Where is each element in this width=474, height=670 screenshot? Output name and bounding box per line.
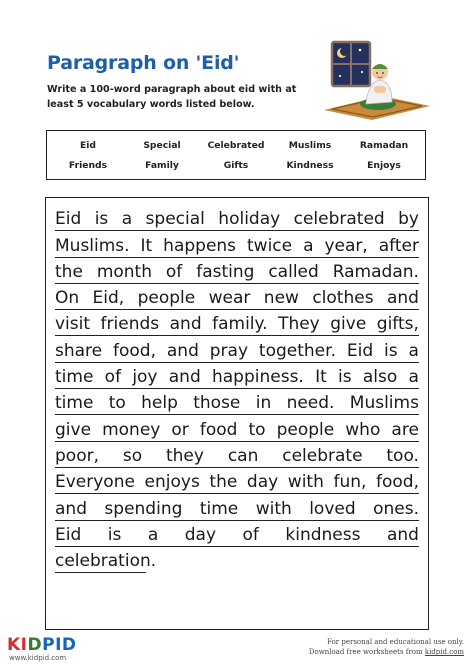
- paragraph-word: can: [227, 445, 259, 466]
- paragraph-word: are: [391, 419, 419, 440]
- praying-boy-illustration: [318, 40, 436, 120]
- paragraph-word: a: [147, 524, 159, 545]
- paragraph-word: pray: [209, 340, 249, 361]
- paragraph-word: of: [165, 261, 183, 282]
- paragraph-word: and: [386, 524, 419, 545]
- paragraph-word: people: [137, 288, 196, 309]
- paragraph-word: new: [263, 288, 299, 309]
- paragraph-word: and: [386, 288, 419, 309]
- paragraph-word: Eid: [55, 209, 82, 230]
- paragraph-word: celebrate: [282, 445, 363, 466]
- paragraph-word: Muslims: [349, 393, 419, 414]
- paragraph-word: Eid: [346, 340, 374, 361]
- paragraph-word: a: [303, 235, 314, 256]
- paragraph-word: special: [145, 209, 205, 230]
- paragraph-word: wear: [208, 288, 251, 309]
- logo-part: PID: [42, 635, 77, 655]
- logo-wordmark: [7, 636, 77, 654]
- paragraph-word: also: [362, 367, 398, 388]
- paragraph-word: and: [166, 340, 199, 361]
- paragraph-word: time: [199, 498, 239, 519]
- vocabulary-word: Ramadan: [359, 139, 409, 151]
- paragraph-word: time: [55, 393, 94, 414]
- paragraph-word: enjoys: [144, 472, 200, 493]
- paragraph-line: [55, 521, 419, 547]
- paragraph-word: day: [184, 524, 217, 545]
- paragraph-word: and: [168, 367, 201, 388]
- paragraph-word: family.: [212, 314, 268, 335]
- vocabulary-box: [46, 130, 426, 180]
- paragraph-word: with: [255, 498, 292, 519]
- vocabulary-word: Enjoys: [367, 159, 401, 171]
- paragraph-word: loved: [309, 498, 356, 519]
- paragraph-word: Ramadan.: [332, 261, 419, 282]
- paragraph-word: is: [338, 367, 352, 388]
- paragraph-line: [55, 258, 419, 284]
- paragraph-word: in: [255, 393, 272, 414]
- page-title: Paragraph on 'Eid': [47, 52, 240, 74]
- paragraph-word: celebrated: [293, 209, 385, 230]
- vocabulary-word: Kindness: [286, 159, 334, 171]
- paragraph-word: by: [398, 209, 419, 230]
- paragraph-word: time: [55, 367, 94, 388]
- logo-part: D: [27, 635, 43, 655]
- vocabulary-word: Celebrated: [207, 139, 265, 151]
- paragraph-line: [55, 494, 419, 520]
- vocabulary-word: Family: [145, 159, 179, 171]
- paragraph-word: and: [169, 314, 202, 335]
- paragraph-word: It: [140, 235, 153, 256]
- footer-note-prefix: Download free worksheets from: [308, 648, 425, 656]
- paragraph-line: [55, 442, 419, 468]
- paragraph-line: [55, 284, 419, 310]
- paragraph-text: [55, 205, 419, 573]
- paragraph-word: Eid: [55, 524, 82, 545]
- paragraph-box: [45, 197, 429, 630]
- paragraph-word: food,: [113, 340, 156, 361]
- paragraph-word: gifts,: [376, 314, 419, 335]
- paragraph-word: so: [122, 445, 143, 466]
- paragraph-word: those: [193, 393, 241, 414]
- paragraph-word: who: [345, 419, 381, 440]
- paragraph-word: is: [94, 209, 109, 230]
- paragraph-word: poor,: [55, 445, 99, 466]
- paragraph-word: a: [121, 209, 133, 230]
- vocabulary-word: Muslims: [288, 139, 332, 151]
- paragraph-word: to: [248, 419, 266, 440]
- paragraph-word: need.: [286, 393, 335, 414]
- paragraph-word: month: [96, 261, 152, 282]
- paragraph-word: spending: [104, 498, 183, 519]
- paragraph-line: [55, 547, 157, 573]
- paragraph-line: [55, 389, 419, 415]
- paragraph-word: happiness.: [211, 367, 304, 388]
- paragraph-word: a: [408, 340, 419, 361]
- vocabulary-word: Gifts: [223, 159, 249, 171]
- paragraph-word: It: [315, 367, 327, 388]
- vocabulary-word: Eid: [79, 139, 96, 151]
- paragraph-word: celebration.: [55, 551, 157, 572]
- paragraph-word: money: [102, 419, 161, 440]
- paragraph-word: they: [165, 445, 204, 466]
- paragraph-word: kindness: [285, 524, 361, 545]
- paragraph-line: [55, 336, 419, 362]
- vocabulary-word: Special: [143, 139, 181, 151]
- paragraph-word: happens: [163, 235, 237, 256]
- paragraph-line: [55, 363, 419, 389]
- paragraph-word: the: [209, 472, 238, 493]
- paragraph-word: called: [268, 261, 319, 282]
- paragraph-word: is: [107, 524, 122, 545]
- paragraph-word: after: [378, 235, 419, 256]
- paragraph-word: the: [55, 261, 83, 282]
- paragraph-word: give: [55, 419, 92, 440]
- paragraph-word: food: [199, 419, 238, 440]
- paragraph-word: with: [287, 472, 324, 493]
- paragraph-word: On: [55, 288, 80, 309]
- paragraph-word: fun,: [333, 472, 367, 493]
- paragraph-line: [55, 231, 419, 257]
- paragraph-word: help: [141, 393, 178, 414]
- paragraph-word: joy: [132, 367, 158, 388]
- paragraph-word: people: [276, 419, 335, 440]
- paragraph-word: food,: [376, 472, 419, 493]
- paragraph-word: holiday: [218, 209, 281, 230]
- paragraph-word: too.: [386, 445, 419, 466]
- paragraph-word: and: [55, 498, 87, 519]
- paragraph-word: clothes: [312, 288, 374, 309]
- paragraph-line: [55, 205, 419, 231]
- paragraph-word: to: [108, 393, 126, 414]
- paragraph-word: day: [246, 472, 279, 493]
- logo-part: KI: [7, 635, 28, 655]
- footer-note-line2: [309, 647, 464, 657]
- paragraph-line: [55, 468, 419, 494]
- instructions-text: Write a 100-word paragraph about eid with at least 5 vocabulary words listed below.: [47, 84, 297, 110]
- paragraph-word: visit: [55, 314, 91, 335]
- paragraph-word: They: [278, 314, 320, 335]
- paragraph-word: year,: [324, 235, 368, 256]
- paragraph-line: [55, 415, 419, 441]
- paragraph-word: Muslims.: [55, 235, 130, 256]
- paragraph-word: together.: [258, 340, 336, 361]
- kidpid-link[interactable]: kidpid.com: [424, 648, 464, 656]
- paragraph-word: twice: [247, 235, 293, 256]
- paragraph-word: friends: [100, 314, 160, 335]
- kidpid-logo: [7, 636, 77, 662]
- paragraph-word: Eid,: [92, 288, 125, 309]
- vocabulary-grid: [47, 131, 425, 179]
- paragraph-line: [55, 310, 419, 336]
- paragraph-word: Everyone: [55, 472, 135, 493]
- paragraph-word: give: [330, 314, 367, 335]
- paragraph-word: of: [242, 524, 259, 545]
- vocabulary-word: Friends: [68, 159, 108, 171]
- paragraph-word: ones.: [373, 498, 419, 519]
- logo-url: www.kidpid.com: [9, 654, 67, 662]
- paragraph-word: of: [104, 367, 122, 388]
- paragraph-word: share: [55, 340, 103, 361]
- footer-note-line1: For personal and educational use only.: [327, 638, 464, 646]
- paragraph-word: or: [171, 419, 189, 440]
- paragraph-word: a: [408, 367, 419, 388]
- paragraph-word: is: [384, 340, 398, 361]
- paragraph-word: fasting: [196, 261, 255, 282]
- footer-note: [309, 637, 464, 657]
